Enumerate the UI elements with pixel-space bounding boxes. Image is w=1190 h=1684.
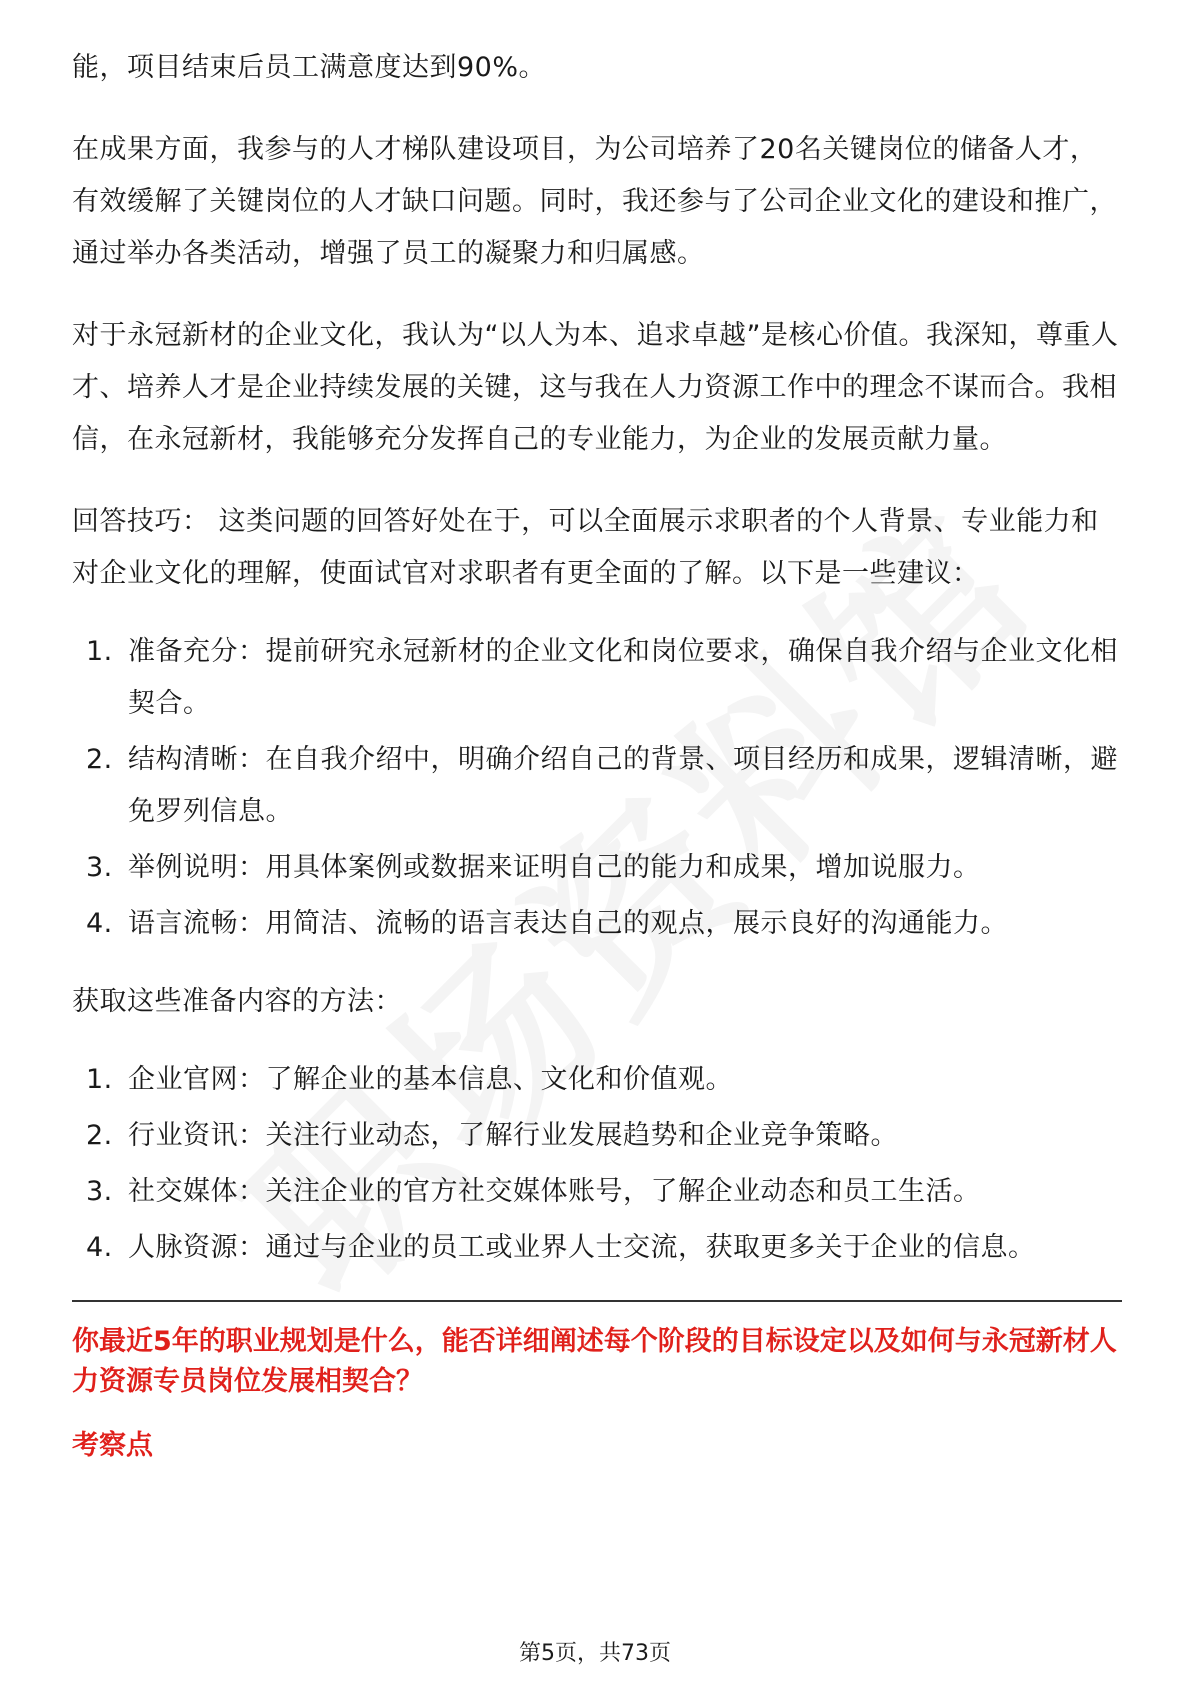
- list-item-text: 语言流畅：用简洁、流畅的语言表达自己的观点，展示良好的沟通能力。: [128, 908, 1008, 939]
- list-number: 4.: [86, 908, 113, 939]
- list-number: 1.: [86, 636, 113, 667]
- paragraph-answer-tips: 回答技巧： 这类问题的回答好处在于，可以全面展示求职者的个人背景、专业能力和对企业文化的理解，使面试官对求职者有更全面的了解。以下是一些建议：: [72, 506, 1099, 589]
- section-subheading: 考察点: [72, 1430, 153, 1461]
- list-item: [72, 626, 1122, 730]
- list-item: [72, 1110, 1122, 1162]
- list-number: 4.: [86, 1232, 113, 1263]
- list-number: 2.: [86, 744, 113, 775]
- list-item-text: 行业资讯：关注行业动态，了解行业发展趋势和企业竞争策略。: [128, 1120, 898, 1151]
- list-item-text: 举例说明：用具体案例或数据来证明自己的能力和成果，增加说服力。: [128, 852, 981, 883]
- page-content: [72, 42, 1122, 1466]
- paragraph-culture: 对于永冠新材的企业文化，我认为“以人为本、追求卓越”是核心价值。我深知，尊重人才、培养人才是企业持续发展的关键，这与我在人力资源工作中的理念不谋而合。我相信，在永冠新材，我能够充分发挥自己的专业能力，为企业的发展贡献力量。: [72, 320, 1119, 455]
- list-item: [72, 1222, 1122, 1274]
- interview-question: 你最近5年的职业规划是什么，能否详细阐述每个阶段的目标设定以及如何与永冠新材人力资源专员岗位发展相契合？: [72, 1326, 1117, 1397]
- list-number: 2.: [86, 1120, 113, 1151]
- list-number: 3.: [86, 852, 113, 883]
- list-item-text: 社交媒体：关注企业的官方社交媒体账号，了解企业动态和员工生活。: [128, 1176, 981, 1207]
- list-number: 1.: [86, 1064, 113, 1095]
- list-item-text: 企业官网：了解企业的基本信息、文化和价值观。: [128, 1064, 733, 1095]
- list-item: [72, 1054, 1122, 1106]
- list-number: 3.: [86, 1176, 113, 1207]
- list-item-text: 结构清晰：在自我介绍中，明确介绍自己的背景、项目经历和成果，逻辑清晰，避免罗列信息。: [128, 744, 1118, 827]
- list-item: [72, 898, 1122, 950]
- paragraph-satisfaction: 能，项目结束后员工满意度达到90%。: [72, 52, 547, 83]
- list-item-text: 准备充分：提前研究永冠新材的企业文化和岗位要求，确保自我介绍与企业文化相契合。: [128, 636, 1118, 719]
- page-number: 第5页，共73页: [519, 1641, 671, 1666]
- paragraph-achievements: 在成果方面，我参与的人才梯队建设项目，为公司培养了20名关键岗位的储备人才，有效缓解了关键岗位的人才缺口问题。同时，我还参与了公司企业文化的建设和推广，通过举办各类活动，增强了员工的凝聚力和归属感。: [72, 134, 1117, 269]
- list-item: [72, 734, 1122, 838]
- list-item-text: 人脉资源：通过与企业的员工或业界人士交流，获取更多关于企业的信息。: [128, 1232, 1036, 1263]
- methods-heading: 获取这些准备内容的方法：: [72, 986, 402, 1017]
- section-divider: [72, 1300, 1122, 1302]
- list-item: [72, 842, 1122, 894]
- tips-list: [72, 626, 1122, 950]
- list-item: [72, 1166, 1122, 1218]
- methods-list: [72, 1054, 1122, 1274]
